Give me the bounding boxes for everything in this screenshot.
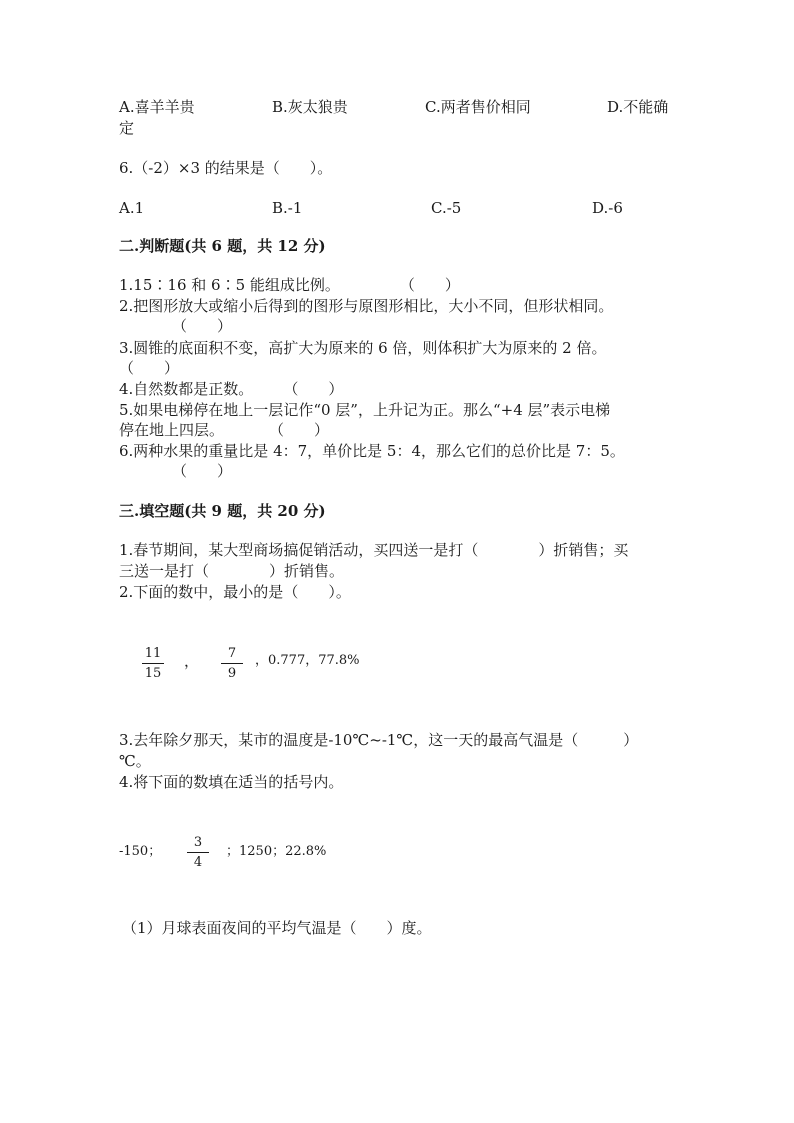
q5-option-d: D.不能确 (607, 98, 669, 116)
s2-item-5-cont: 停在地上四层。 （ ） (119, 421, 330, 439)
q6-option-b: B.-1 (272, 199, 303, 217)
s3-q4-subquestion-1: （1）月球表面夜间的平均气温是（ ）度。 (122, 919, 432, 937)
s2-item-4: 4.自然数都是正数。 （ ） (119, 380, 344, 398)
s2-item-5: 5.如果电梯停在地上一层记作“0 层”，上升记为正。那么“+4 层”表示电梯 (119, 401, 611, 419)
q5-option-a: A.喜羊羊贵 (119, 98, 195, 116)
q5-option-c: C.两者售价相同 (425, 98, 531, 116)
fraction-denominator: 9 (227, 666, 237, 681)
fraction-bar (221, 663, 243, 664)
s3-q2-separator: ， (184, 652, 200, 670)
s3-q2-fraction-1 (142, 646, 164, 681)
fraction-denominator: 15 (144, 666, 162, 681)
q6-option-c: C.-5 (431, 199, 462, 217)
s3-q4-number-1: -150； (119, 844, 162, 859)
s3-q3-cont: ℃。 (119, 752, 151, 770)
s3-q1-cont: 三送一是打（ ）折销售。 (119, 562, 345, 580)
s3-q1: 1.春节期间，某大型商场搞促销活动，买四送一是打（ ）折销售；买 (119, 541, 629, 559)
fraction-bar (187, 852, 209, 853)
fraction-numerator: 11 (144, 646, 162, 661)
s2-item-3: 3.圆锥的底面积不变，高扩大为原来的 6 倍，则体积扩大为原来的 2 倍。 (119, 339, 607, 357)
s3-q4: 4.将下面的数填在适当的括号内。 (119, 773, 344, 791)
section3-title: 三.填空题(共 9 题，共 20 分) (119, 502, 326, 520)
fraction-bar (142, 663, 164, 664)
s2-item-6: 6.两种水果的重量比是 4：7，单价比是 5：4，那么它们的总价比是 7：5。 (119, 442, 625, 460)
s2-item-1: 1.15∶16 和 6∶5 能组成比例。 （ ） (119, 276, 460, 294)
s3-q3: 3.去年除夕那天，某市的温度是-10℃~-1℃，这一天的最高气温是（ ） (119, 731, 639, 749)
s2-item-2-answer: （ ） (172, 317, 233, 335)
fraction-denominator: 4 (193, 855, 203, 870)
s3-q2: 2.下面的数中，最小的是（ ）。 (119, 583, 351, 601)
section2-title: 二.判断题(共 6 题，共 12 分) (119, 237, 326, 255)
q5-option-b: B.灰太狼贵 (272, 98, 348, 116)
q6-stem: 6.（-2）×3 的结果是（ ）。 (119, 159, 333, 177)
fraction-numerator: 7 (227, 646, 237, 661)
s2-item-6-answer: （ ） (172, 462, 233, 480)
s3-q2-decimals: ，0.777，77.8% (255, 653, 360, 668)
fraction-numerator: 3 (193, 835, 203, 850)
s3-q4-fraction (187, 835, 209, 870)
q5-option-d-wrap: 定 (119, 119, 135, 137)
s2-item-3-answer: （ ） (119, 359, 180, 377)
s3-q4-numbers-rest: ；1250；22.8% (226, 844, 327, 859)
q6-option-d: D.-6 (592, 199, 623, 217)
s2-item-2: 2.把图形放大或缩小后得到的图形与原图形相比，大小不同，但形状相同。 (119, 297, 614, 315)
q6-option-a: A.1 (119, 199, 145, 217)
s3-q2-fraction-2 (221, 646, 243, 681)
